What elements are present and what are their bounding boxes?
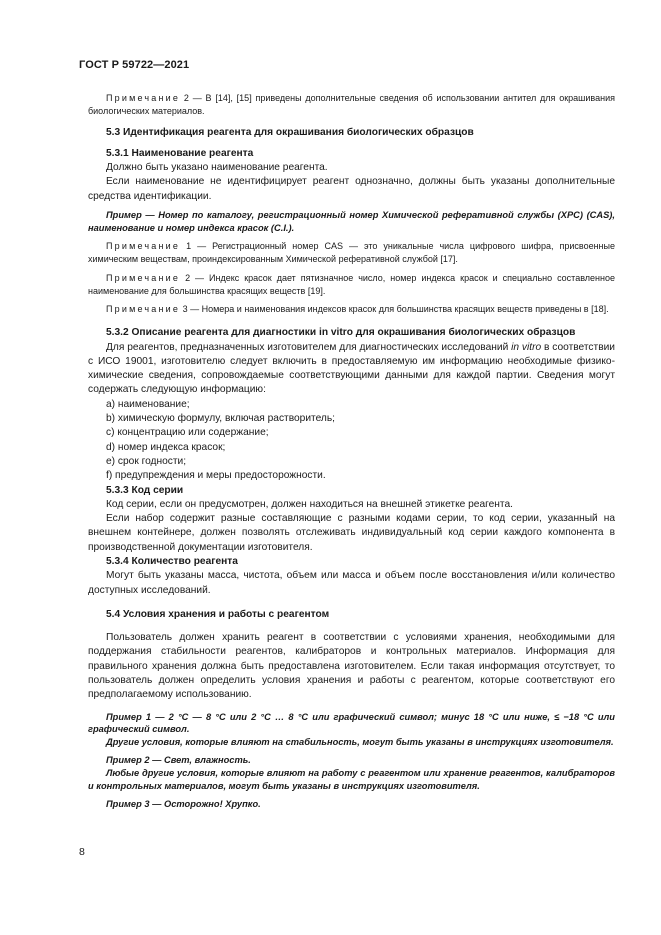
section-5-3-heading: 5.3 Идентификация реагента для окрашивания биологических образцов: [106, 126, 474, 138]
section-5-3-1-heading: 5.3.1 Наименование реагента: [106, 147, 254, 159]
note-color-index: Примечание 2 — Индекс красок дает пятизначное число, номер индекса красок и специально составленное наименование для большинства красящих веществ [19].: [88, 272, 615, 296]
note-antibodies: Примечание 2 — В [14], [15] приведены дополнительные сведения об использовании антител для окрашивания биологических материалов.: [88, 93, 615, 116]
section-5-4-heading: 5.4 Условия хранения и работы с реагентом: [106, 608, 330, 620]
document-header: ГОСТ Р 59722—2021: [79, 59, 190, 71]
paragraph: Код серии, если он предусмотрен, должен находиться на внешней этикетке реагента.: [106, 498, 513, 510]
paragraph-storage: Пользователь должен хранить реагент в соответствии с условиями хранения, необходимыми для поддержания стабильности реагентов, калибраторов и контрольных материалов. Информация для правильного хранения должна быть предоставлена изготовителем. Если такая информация отсутствует, то пользователь должен определить условия хранения и работы с реагентом, которые соответствуют его предполагаемому использованию.: [88, 632, 615, 701]
list-item: a) наименование;: [106, 398, 190, 410]
example-1: Пример 1 — 2 °C — 8 °C или 2 °C … 8 °C или графический символ; минус 18 °C или ниже, ≤ −18 °C или графический символ.: [88, 711, 615, 735]
paragraph: Если наименование не идентифицирует реагент однозначно, должны быть указаны дополнительные средства идентификации.: [88, 176, 615, 202]
section-5-3-2-heading: 5.3.2 Описание реагента для диагностики in vitro для окрашивания биологических образцов: [106, 327, 576, 339]
list-item: e) срок годности;: [106, 455, 187, 467]
list-item: d) номер индекса красок;: [106, 441, 226, 453]
example-2: Пример 2 — Свет, влажность.: [106, 755, 251, 766]
list-item: c) концентрацию или содержание;: [106, 427, 269, 439]
note-cas: Примечание 1 — Регистрационный номер CAS — это уникальные числа цифрового шифра, присвоенные химическим веществам, проиндексированным Химической реферативной службой [17].: [88, 241, 615, 265]
section-5-3-3-heading: 5.3.3 Код серии: [106, 484, 184, 496]
paragraph: Могут быть указаны масса, чистота, объем или масса и объем после восстановления и/или количество доступных исследований.: [88, 570, 615, 596]
section-5-3-4-heading: 5.3.4 Количество реагента: [106, 556, 238, 567]
page-content: [88, 92, 615, 811]
paragraph: Если набор содержит разные составляющие с разными кодами серии, то код серии, указанный на внешнем контейнере, должен позволять отслеживать индивидуальный код серии каждого компонента в производственной документации изготовителя.: [88, 513, 615, 553]
list-item: b) химическую формулу, включая растворитель;: [106, 413, 335, 425]
page-number: 8: [79, 846, 85, 858]
list-item: f) предупреждения и меры предосторожности.: [106, 470, 326, 482]
paragraph: Должно быть указано наименование реагента.: [106, 162, 328, 174]
example-catalog: Пример — Номер по каталогу, регистрационный номер Химической реферативной службы (ХРС) (CAS), наименование и номер индекса красок (C.I.).: [88, 210, 615, 233]
example-2-continuation: Любые другие условия, которые влияют на работу с реагентом или хранение реагентов, калибраторов и контрольных материалов, могут быть указаны в инструкциях изготовителя.: [88, 768, 615, 791]
note-color-index-names: Примечание 3 — Номера и наименования индексов красок для большинства красящих веществ приведены в [18].: [106, 304, 609, 315]
example-3: Пример 3 — Осторожно! Хрупко.: [106, 799, 261, 810]
paragraph-in-vitro: Для реагентов, предназначенных изготовителем для диагностических исследований in vitro в соответствии с ИСО 19001, изготовителю следует включить в предоставляемую им информацию необходимые физико-химические сведения, сопровождаемые соответствующими данными для каждой партии. Сведения могут содержать следующую информацию:: [88, 341, 615, 396]
example-1-continuation: Другие условия, которые влияют на стабильность, могут быть указаны в инструкциях изготовителя.: [106, 736, 614, 747]
